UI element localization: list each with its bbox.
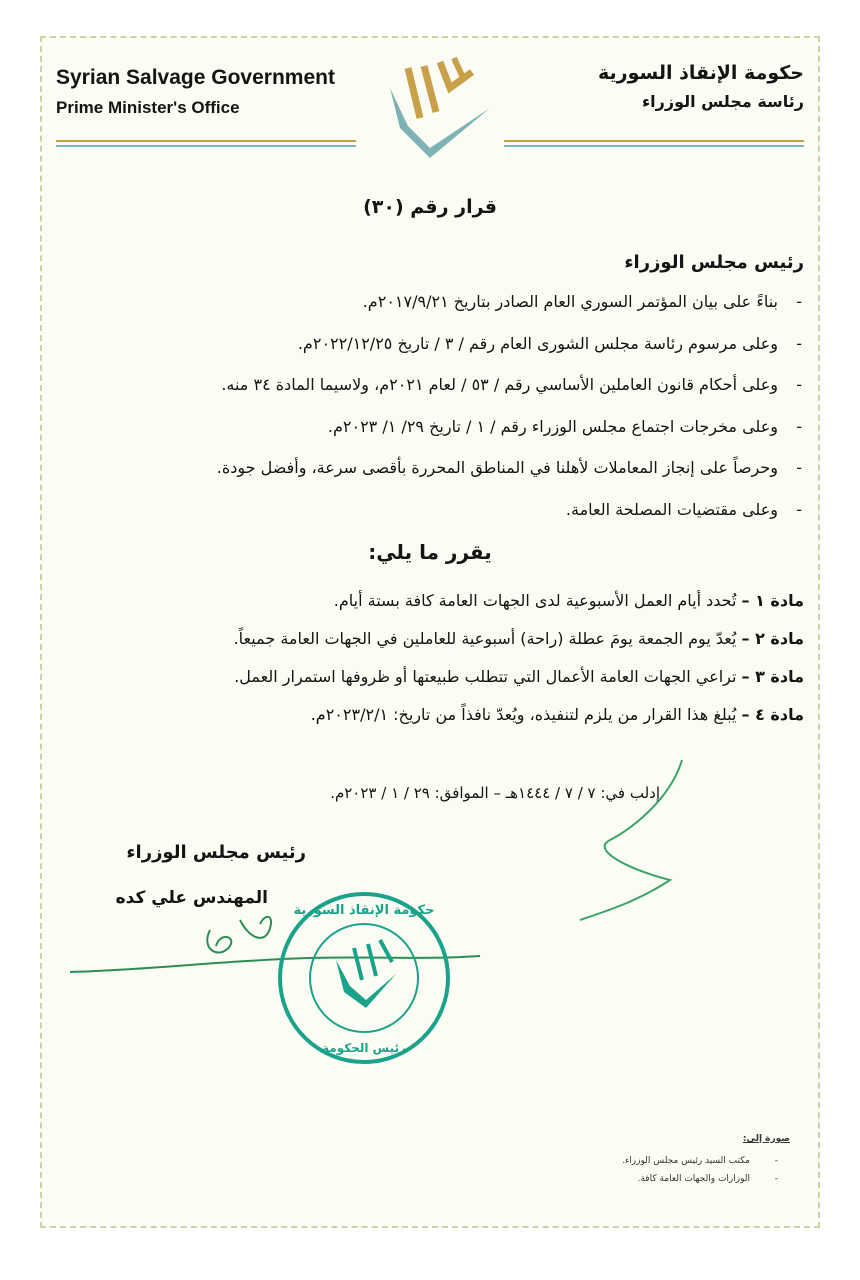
decision-title: قرار رقم (٣٠): [363, 196, 497, 218]
articles-list: [84, 584, 804, 736]
article-2: [84, 622, 804, 660]
preamble-item: - وعلى أحكام قانون العاملين الأساسي رقم / ٥٣ / لعام ٢٠٢١م، ولاسيما المادة ٣٤ منه.: [102, 371, 802, 413]
preamble-item: - وعلى مخرجات اجتماع مجلس الوزراء رقم / ١ / تاريخ ٢٩/ ١/ ٢٠٢٣م.: [102, 413, 802, 455]
header-rule-right: [504, 140, 804, 150]
copies-section: [490, 1134, 790, 1192]
article-label: مادة ٤ –: [741, 705, 804, 724]
copies-item: - الوزارات والجهات العامة كافة.: [490, 1174, 790, 1192]
signatory-name: المهندس علي كده: [115, 888, 268, 908]
article-1: [84, 584, 804, 622]
stamp-top-text: حكومة الإنقاذ السورية: [293, 903, 435, 918]
header-arabic: [598, 62, 804, 111]
office-name-ar: رئاسة مجلس الوزراء: [642, 92, 804, 111]
issuer-heading: رئيس مجلس الوزراء: [624, 252, 804, 273]
stamp-bottom-text: رئيس الحكومة: [322, 1041, 406, 1055]
article-text: تراعي الجهات العامة الأعمال التي تتطلب طبيعتها أو ظروفها استمرار العمل.: [234, 667, 737, 686]
preamble-item: - وحرصاً على إنجاز المعاملات لأهلنا في المناطق المحررة بأقصى سرعة، وأفضل جودة.: [102, 454, 802, 496]
government-name-en: Syrian Salvage Government: [56, 66, 335, 89]
article-label: مادة ٣ –: [741, 667, 804, 686]
article-text: يُبلغ هذا القرار من يلزم لتنفيذه، ويُعدّ نافذاً من تاريخ: ٢٠٢٣/٢/١م.: [310, 705, 737, 724]
article-text: يُعدّ يوم الجمعة يومَ عطلة (راحة) أسبوعية للعاملين في الجهات العامة جميعاً.: [233, 629, 737, 648]
article-label: مادة ٢ –: [741, 629, 804, 648]
preamble-item: - بناءً على بيان المؤتمر السوري العام الصادر بتاريخ ٢٠١٧/٩/٢١م.: [102, 288, 802, 330]
header-rule-left: [56, 140, 356, 150]
preamble-item: - وعلى مقتضيات المصلحة العامة.: [102, 496, 802, 538]
office-name-en: Prime Minister's Office: [56, 98, 240, 117]
issue-date: إدلب في: ٧ / ٧ / ١٤٤٤هـ – الموافق: ٢٩ / ١ / ٢٠٢٣م.: [330, 784, 660, 802]
decides-heading: يقرر ما يلي:: [368, 540, 492, 564]
official-stamp-icon: [274, 888, 454, 1068]
copies-item: - مكتب السيد رئيس مجلس الوزراء.: [490, 1156, 790, 1174]
signatory-title: رئيس مجلس الوزراء: [126, 842, 306, 863]
article-label: مادة ١ –: [741, 591, 804, 610]
copies-heading: صورة إلى:: [742, 1134, 790, 1144]
syria-emblem-logo-icon: [360, 48, 500, 178]
article-4: [84, 698, 804, 736]
government-name-ar: حكومة الإنقاذ السورية: [597, 62, 804, 84]
preamble-list: [102, 288, 802, 537]
article-3: [84, 660, 804, 698]
preamble-item: - وعلى مرسوم رئاسة مجلس الشورى العام رقم / ٣ / تاريخ ٢٠٢٢/١٢/٢٥م.: [102, 330, 802, 372]
header-english: [56, 66, 335, 118]
article-text: تُحدد أيام العمل الأسبوعية لدى الجهات العامة كافة بستة أيام.: [333, 591, 737, 610]
